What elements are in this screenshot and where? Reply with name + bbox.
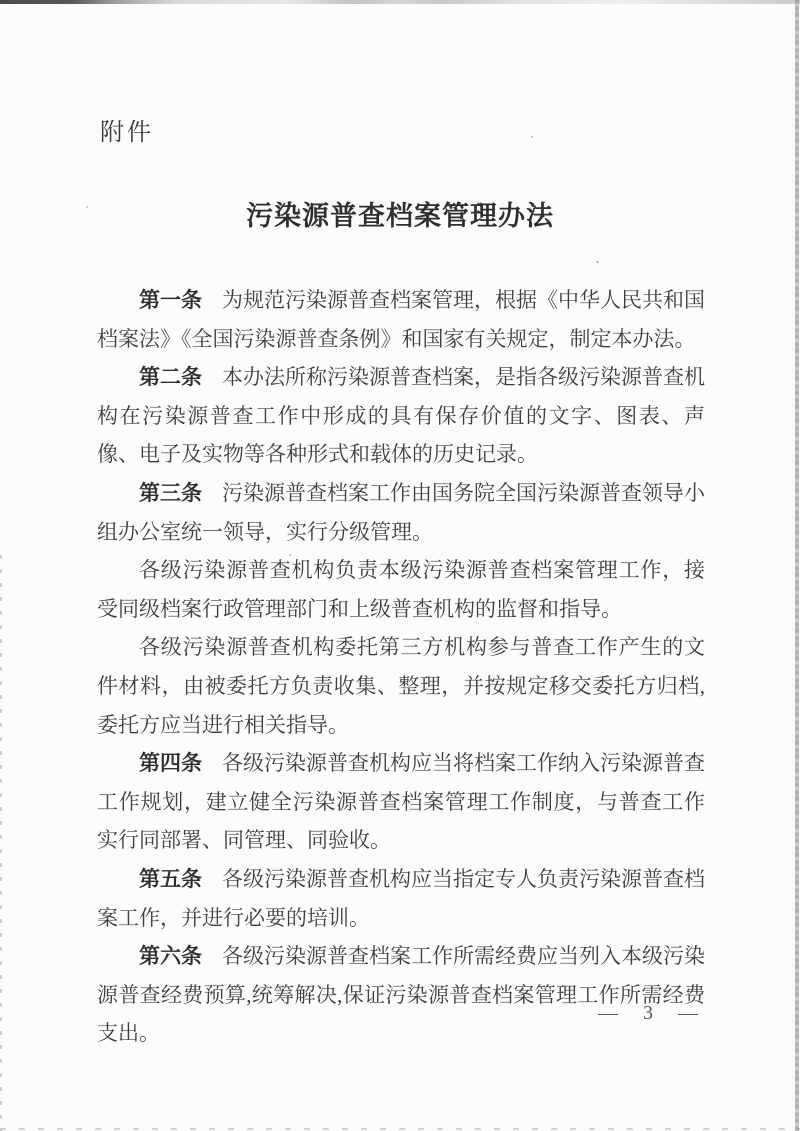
article-paragraph xyxy=(97,937,705,1053)
article-number: 第一条 xyxy=(139,288,203,312)
document-title: 污染源普查档案管理办法 xyxy=(246,201,554,231)
article-number: 第四条 xyxy=(139,751,203,776)
article-text: 为规范污染源普查档案管理，根据《中华人民共和国档案法》《全国污染源普查条例》和国家有关规定，制定本办法。 xyxy=(97,288,706,351)
article-text: 本办法所称污染源普查档案，是指各级污染源普查机构在污染源普查工作中形成的具有保存价值的文字、图表、声像、电子及实物等各种形式和载体的历史记录。 xyxy=(97,365,706,467)
scan-artifact-top-edge xyxy=(0,0,800,4)
article-paragraph xyxy=(97,744,705,860)
document-body xyxy=(97,281,705,1053)
article-number: 第二条 xyxy=(139,365,203,390)
article-paragraph xyxy=(97,474,705,551)
article-paragraph xyxy=(97,281,705,358)
scan-artifact-right-edge xyxy=(795,0,799,1131)
scan-artifact-bottom-edge xyxy=(0,1128,800,1130)
article-number: 第六条 xyxy=(139,944,203,969)
article-paragraph xyxy=(97,860,705,937)
article-text: 各级污染源普查档案工作所需经费应当列入本级污染源普查经费预算,统筹解决,保证污染源普查档案管理工作所需经费支出。 xyxy=(97,944,706,1046)
article-text: 各级污染源普查机构应当将档案工作纳入污染源普查工作规划，建立健全污染源普查档案管理工作制度，与普查工作实行同部署、同管理、同验收。 xyxy=(97,751,706,853)
article-text: 各级污染源普查机构负责本级污染源普查档案管理工作，接受同级档案行政管理部门和上级普查机构的监督和指导。 xyxy=(97,558,705,621)
article-text: 污染源普查档案工作由国务院全国污染源普查领导小组办公室统一领导，实行分级管理。 xyxy=(97,480,706,544)
article-paragraph xyxy=(97,628,705,744)
scan-speckle xyxy=(531,136,533,138)
scan-speckle xyxy=(596,261,599,263)
article-text: 各级污染源普查机构委托第三方机构参与普查工作产生的文件材料，由被委托方负责收集、整理，并按规定移交委托方归档,委托方应当进行相关指导。 xyxy=(97,635,705,737)
article-number: 第五条 xyxy=(139,866,203,891)
article-paragraph xyxy=(97,358,705,474)
attachment-label: 附件 xyxy=(100,120,154,146)
page-number: — 3 — xyxy=(598,1002,702,1024)
article-number: 第三条 xyxy=(139,480,203,505)
scan-artifact-left-edge xyxy=(0,555,2,1131)
article-paragraph xyxy=(97,551,705,628)
article-text: 各级污染源普查机构应当指定专人负责污染源普查档案工作，并进行必要的培训。 xyxy=(97,866,706,930)
